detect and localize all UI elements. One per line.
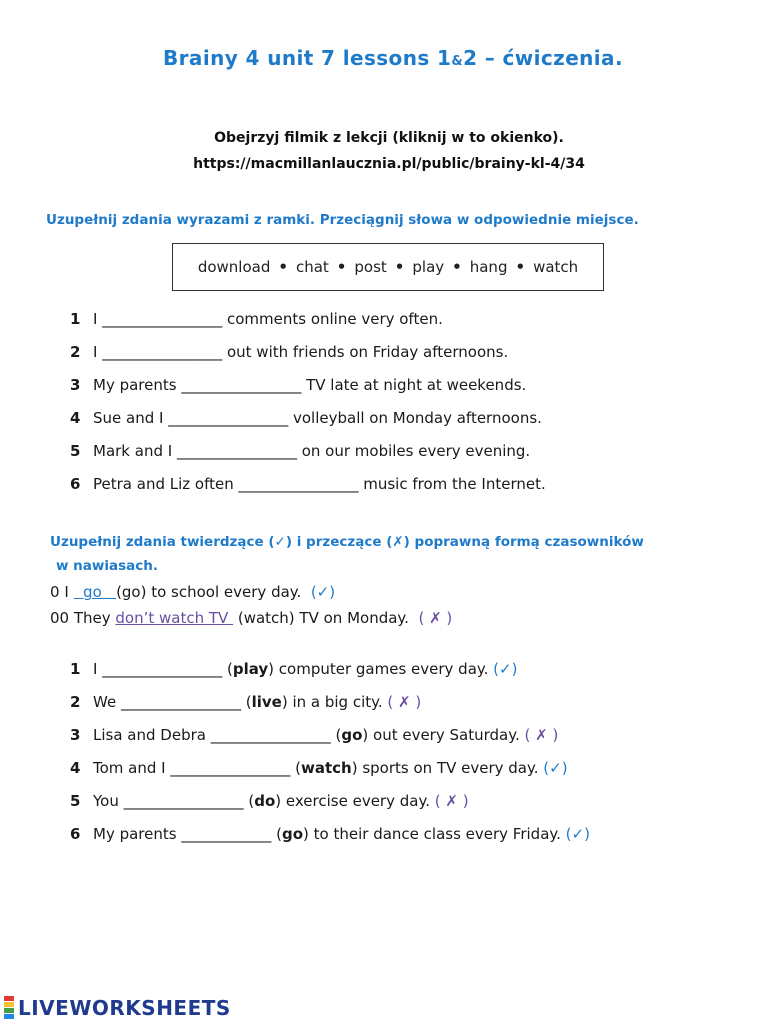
verb-hint: live <box>251 693 282 711</box>
item-text: I <box>59 583 74 601</box>
page-title <box>0 46 768 70</box>
answer-blank[interactable]: ________________ <box>168 409 289 427</box>
cross-mark-icon: ( ✗ ) <box>418 609 453 627</box>
exercise1-heading: Uzupełnij zdania wyrazami z ramki. Przeciągnij słowa w odpowiednie miejsce. <box>46 212 639 228</box>
item-text: sports on TV every day. <box>357 759 544 777</box>
item-number: 1 <box>70 310 81 328</box>
liveworksheets-icon <box>4 996 14 1020</box>
item-text: (watch) TV on Monday. <box>233 609 419 627</box>
item-text: Tom and I <box>93 759 171 777</box>
item-text: Mark and I <box>93 442 177 460</box>
check-mark-icon: (✓) <box>310 583 336 601</box>
item-text: Petra and Liz often <box>93 475 239 493</box>
item-number: 4 <box>70 409 81 427</box>
item-number: 6 <box>70 825 81 843</box>
item-text: on our mobiles every evening. <box>296 442 531 460</box>
check-mark-icon: (✓) <box>493 660 518 678</box>
item-number: 1 <box>70 660 81 678</box>
answer-blank[interactable]: ________________ <box>176 442 297 460</box>
check-mark-icon: (✓) <box>543 759 568 777</box>
answer-blank[interactable]: ____________ <box>181 825 272 843</box>
item-text: ( <box>290 759 301 777</box>
item-text: to their dance class every Friday. <box>308 825 566 843</box>
item-text: (go) to school every day. <box>116 583 311 601</box>
cross-mark-icon: ( ✗ ) <box>524 726 559 744</box>
exercise2-heading-cont: w nawiasach. <box>56 558 158 574</box>
item-text: ) <box>351 759 358 777</box>
item-text: ( <box>243 792 255 810</box>
item-text: ) <box>275 792 282 810</box>
example-00 <box>50 609 452 627</box>
item-number: 3 <box>70 726 81 744</box>
item-text: ( <box>271 825 282 843</box>
item-text: ) <box>303 825 309 843</box>
check-mark-icon: (✓) <box>565 825 590 843</box>
item-text: Sue and I <box>93 409 169 427</box>
verb-hint: watch <box>300 759 352 777</box>
answer-blank[interactable]: ________________ <box>102 310 223 328</box>
item-number: 2 <box>70 693 81 711</box>
item-text: ( <box>330 726 342 744</box>
example-number: 0 <box>50 583 60 601</box>
item-text: computer games every day. <box>274 660 494 678</box>
item-text: I <box>93 310 103 328</box>
item-text: out with friends on Friday afternoons. <box>222 343 509 361</box>
item-text: music from the Internet. <box>358 475 546 493</box>
word-separator: • <box>278 258 288 276</box>
answer-blank[interactable]: ________________ <box>102 343 223 361</box>
item-text: You <box>93 792 124 810</box>
answer-blank[interactable]: ________________ <box>120 693 241 711</box>
word-separator: • <box>515 258 526 276</box>
word-chat[interactable]: chat <box>295 258 329 276</box>
verb-hint: play <box>232 660 269 678</box>
item-text: I <box>93 660 103 678</box>
item-number: 6 <box>70 475 81 493</box>
item-text: volleyball on Monday afternoons. <box>288 409 542 427</box>
item-text: ) <box>362 726 369 744</box>
item-text: We <box>93 693 121 711</box>
intro-video-link[interactable]: https://macmillanlaucznia.pl/public/brainy-kl-4/34 <box>193 156 585 172</box>
item-number: 4 <box>70 759 81 777</box>
answer-blank[interactable]: ________________ <box>170 759 291 777</box>
answer-blank[interactable]: ________________ <box>181 376 302 394</box>
item-number: 3 <box>70 376 81 394</box>
word-separator: • <box>452 258 462 276</box>
item-text: TV late at night at weekends. <box>301 376 527 394</box>
example-number: 00 <box>50 609 70 627</box>
item-text: in a big city. <box>287 693 388 711</box>
word-play[interactable]: play <box>412 258 445 276</box>
title-main: Brainy 4 unit 7 lessons 1 <box>163 46 452 70</box>
title-amp: & <box>451 54 464 69</box>
item-text: ( <box>240 693 252 711</box>
verb-hint: do <box>254 792 276 810</box>
intro-video-instruction[interactable]: Obejrzyj filmik z lekcji (kliknij w to okienko). <box>214 130 564 146</box>
answer-blank[interactable]: ________________ <box>210 726 331 744</box>
word-download[interactable]: download <box>197 258 271 276</box>
liveworksheets-logo[interactable] <box>4 996 231 1020</box>
cross-mark-icon: ( ✗ ) <box>387 693 422 711</box>
item-text: Lisa and Debra <box>93 726 211 744</box>
word-watch[interactable]: watch <box>533 258 579 276</box>
item-text: exercise every day. <box>281 792 435 810</box>
word-hang[interactable]: hang <box>469 258 508 276</box>
answer-blank[interactable]: ________________ <box>238 475 359 493</box>
item-text: They <box>69 609 116 627</box>
word-box <box>172 243 604 291</box>
exercise2-heading: Uzupełnij zdania twierdzące (✓) i przeczące (✗) poprawną formą czasowników <box>50 534 644 550</box>
item-text: comments online very often. <box>222 310 443 328</box>
verb-hint: go <box>341 726 363 744</box>
cross-mark-icon: ( ✗ ) <box>434 792 469 810</box>
answer-blank[interactable]: ________________ <box>102 660 223 678</box>
item-text: ) <box>281 693 288 711</box>
item-text: My parents <box>93 825 182 843</box>
answer-blank[interactable]: ________________ <box>123 792 244 810</box>
item-text: ) <box>268 660 275 678</box>
title-rest: 2 – ćwiczenia. <box>463 46 623 70</box>
item-number: 5 <box>70 792 81 810</box>
example-answer: don’t watch TV <box>115 609 234 627</box>
word-post[interactable]: post <box>354 258 387 276</box>
item-number: 5 <box>70 442 81 460</box>
example-0 <box>50 583 335 601</box>
item-text: ( <box>222 660 233 678</box>
logo-text: LIVEWORKSHEETS <box>18 996 231 1020</box>
word-separator: • <box>394 258 405 276</box>
item-text: I <box>93 343 103 361</box>
verb-hint: go <box>281 825 304 843</box>
word-separator: • <box>336 258 347 276</box>
example-answer: go <box>73 583 117 601</box>
item-number: 2 <box>70 343 81 361</box>
item-text: My parents <box>93 376 182 394</box>
item-text: out every Saturday. <box>368 726 525 744</box>
